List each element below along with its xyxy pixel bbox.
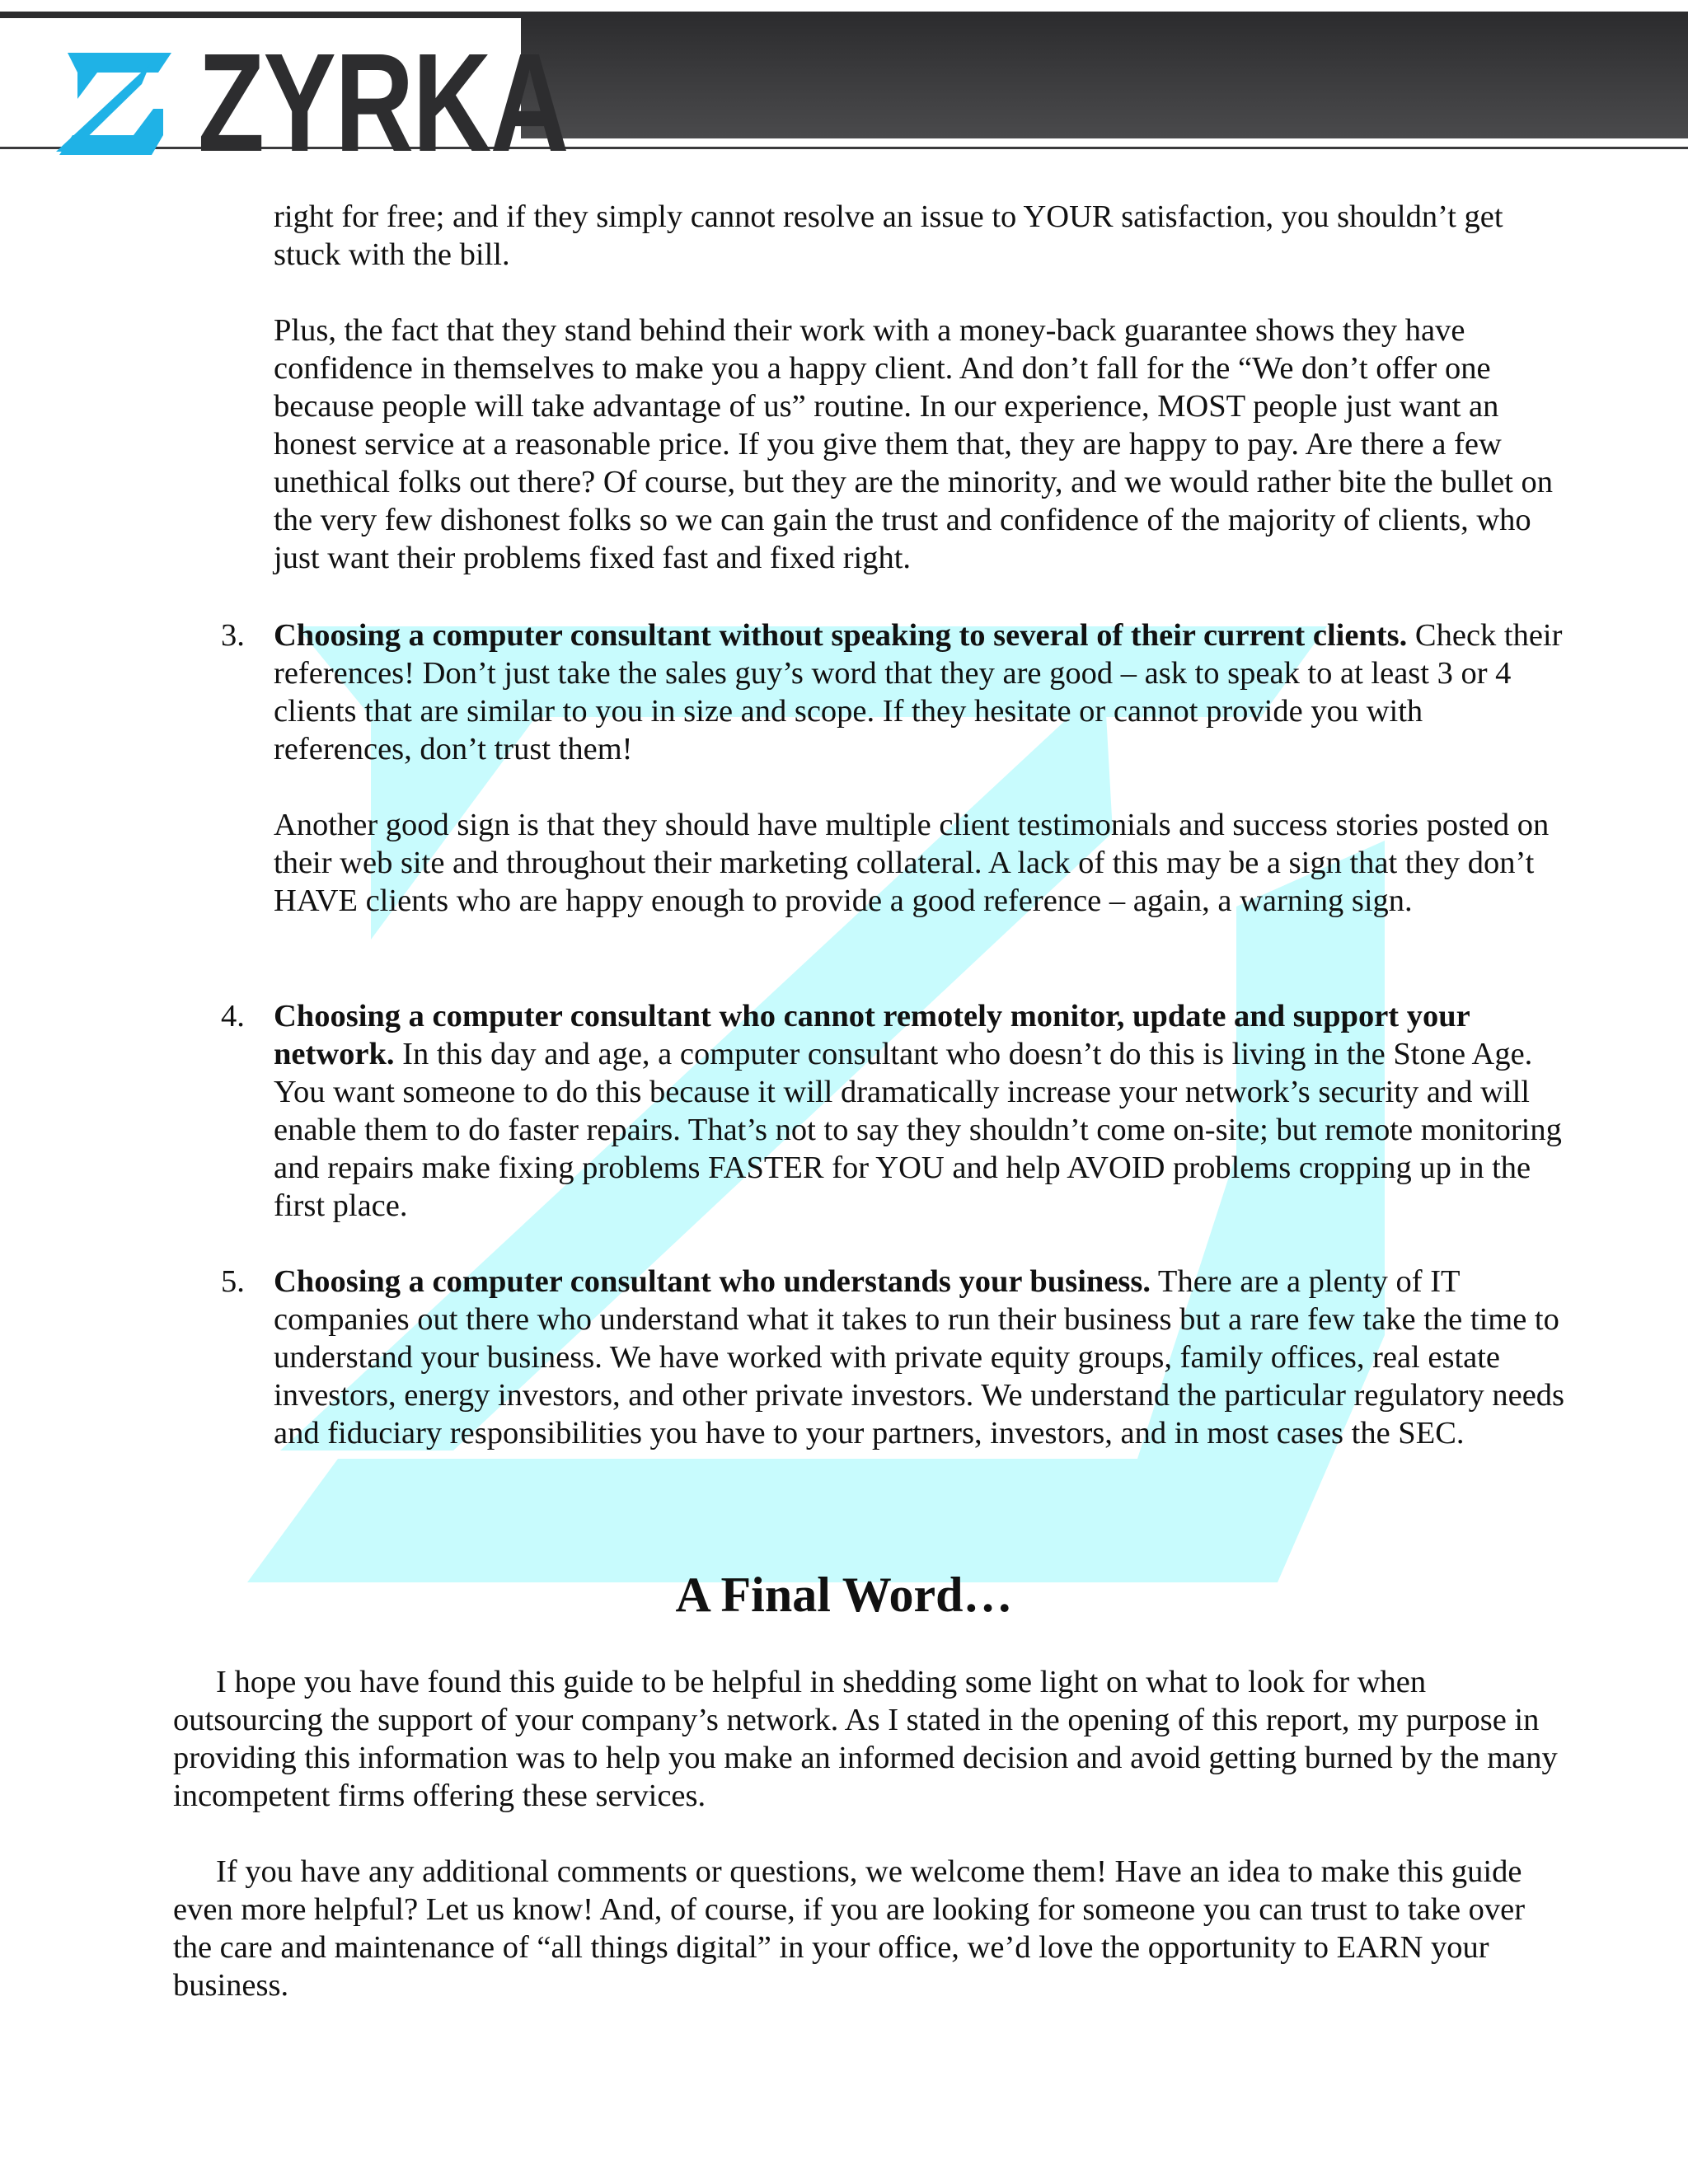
list-item-text: Check their references! Don’t just take the sales guy’s word that they are good – ask to speak to at least 3 or 4 clients that are similar to you in size and scope. If they hesitate or cannot provide you with references, don’t trust them!: [274, 618, 1563, 766]
final-word-heading: A Final Word…: [675, 1568, 1013, 1622]
list-item-text: There are a plenty of IT companies out there who understand what it takes to run their business but a rare few take the time to understand your business. We have worked with private equity groups, family offices, real estate investors, energy investors, and other private investors. We understand the particular regulatory needs and fiduciary responsibilities you have to your partners, investors, and in most cases the SEC.: [274, 1264, 1565, 1451]
list-item-5: [274, 1263, 1568, 1452]
list-item-heading: Choosing a computer consultant without speaking to several of their current clients.: [274, 618, 1408, 653]
logo-text: ZYRKA: [198, 25, 568, 181]
list-item-number: 4.: [221, 999, 245, 1033]
continuation-paragraph-1: right for free; and if they simply cannot resolve an issue to YOUR satisfaction, you shouldn’t get stuck with the bill.: [274, 199, 1503, 272]
list-item-text: In this day and age, a computer consultant who doesn’t do this is living in the Stone Age. You want someone to do this because it will dramatically increase your network’s security and will enable them to do faster repairs. That’s not to say they shouldn’t come on-site; but remote monitoring and repairs make fixing problems FASTER for YOU and help AVOID problems cropping up in the first place.: [274, 1037, 1562, 1223]
list-item-3: [274, 616, 1568, 768]
logo: [0, 18, 568, 181]
list-item-number: 5.: [221, 1264, 245, 1299]
list-item-3-followup: Another good sign is that they should have multiple client testimonials and success stories posted on their web site and throughout their marketing collateral. A lack of this may be a sign that they don’t HAVE clients who are happy enough to provide a good reference – again, a warning sign.: [274, 808, 1550, 918]
zyrka-z-mark-icon: [49, 48, 181, 160]
closing-paragraph-2: If you have any additional comments or questions, we welcome them! Have an idea to make this guide even more helpful? Let us know! And, of course, if you are looking for someone you can trust to take over the care and maintenance of “all things digital” in your office, we’d love the opportunity to EARN your business.: [173, 1854, 1526, 2003]
list-item-heading: Choosing a computer consultant who understands your business.: [274, 1264, 1151, 1299]
list-item-4: [274, 997, 1568, 1225]
list-item-number: 3.: [221, 618, 245, 653]
closing-paragraph-1: I hope you have found this guide to be helpful in shedding some light on what to look for when outsourcing the support of your company’s network. As I stated in the opening of this report, my purpose in providing this information was to help you make an informed decision and avoid getting burned by the many incompetent firms offering these services.: [173, 1665, 1558, 1813]
list-item-heading: Choosing a computer consultant who cannot remotely monitor, update and support your network.: [274, 999, 1470, 1071]
continuation-paragraph-2: Plus, the fact that they stand behind their work with a money-back guarantee shows they have confidence in themselves to make you a happy client. And don’t fall for the “We don’t offer one because people will take advantage of us” routine. In our experience, MOST people just want an honest service at a reasonable price. If you give them that, they are happy to pay. Are there a few unethical folks out there? Of course, but they are the minority, and we would rather bite the bullet on the very few dishonest folks so we can gain the trust and confidence of the majority of clients, who just want their problems fixed fast and fixed right.: [274, 313, 1553, 575]
